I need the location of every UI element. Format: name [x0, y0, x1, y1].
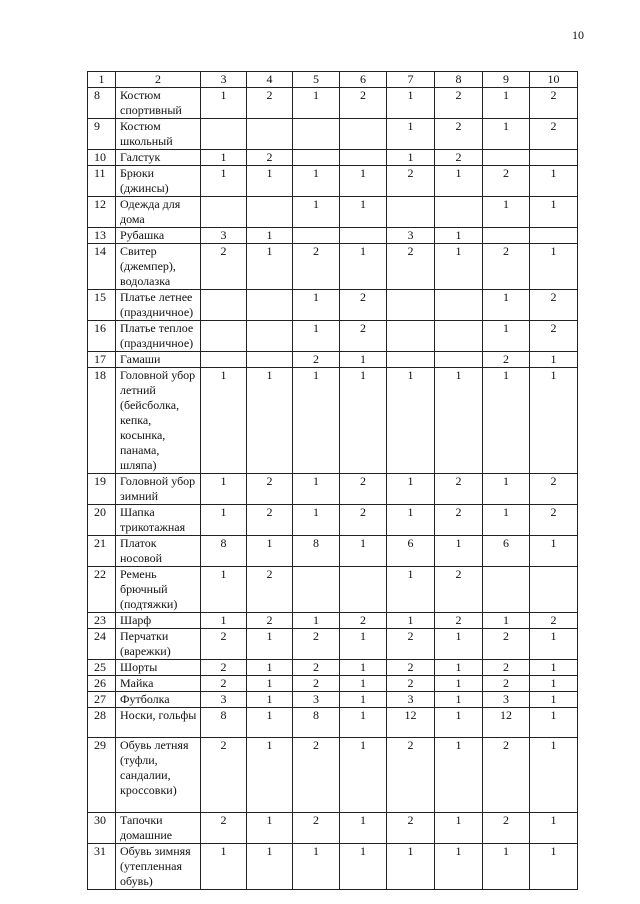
- value-cell: [293, 119, 340, 150]
- row-number: 16: [88, 321, 116, 352]
- row-number: 10: [88, 150, 116, 166]
- value-cell: 1: [293, 474, 340, 505]
- value-cell: 1: [247, 676, 293, 692]
- value-cell: [201, 197, 247, 228]
- value-cell: 1: [435, 738, 483, 813]
- value-cell: 12: [387, 708, 435, 738]
- value-cell: 1: [201, 474, 247, 505]
- header-cell: 10: [530, 72, 578, 88]
- value-cell: 2: [201, 676, 247, 692]
- value-cell: [247, 119, 293, 150]
- value-cell: 8: [201, 708, 247, 738]
- table-row: [88, 352, 578, 368]
- value-cell: 1: [201, 150, 247, 166]
- value-cell: [530, 150, 578, 166]
- value-cell: 1: [435, 166, 483, 197]
- value-cell: 1: [530, 708, 578, 738]
- value-cell: 1: [293, 321, 340, 352]
- value-cell: [340, 119, 387, 150]
- item-name: Носки, гольфы: [116, 708, 201, 738]
- value-cell: 1: [483, 505, 530, 536]
- value-cell: 2: [530, 505, 578, 536]
- table-row: [88, 536, 578, 567]
- value-cell: 6: [387, 536, 435, 567]
- value-cell: 2: [247, 505, 293, 536]
- value-cell: 1: [483, 844, 530, 890]
- value-cell: 1: [435, 692, 483, 708]
- value-cell: 3: [293, 692, 340, 708]
- value-cell: 1: [387, 150, 435, 166]
- value-cell: 1: [530, 352, 578, 368]
- value-cell: 2: [293, 813, 340, 844]
- value-cell: [340, 228, 387, 244]
- item-name: Ремень брючный (подтяжки): [116, 567, 201, 613]
- header-cell: 6: [340, 72, 387, 88]
- row-number: 19: [88, 474, 116, 505]
- value-cell: 1: [435, 676, 483, 692]
- value-cell: 1: [247, 228, 293, 244]
- value-cell: 1: [483, 474, 530, 505]
- row-number: 20: [88, 505, 116, 536]
- value-cell: [201, 352, 247, 368]
- value-cell: [247, 290, 293, 321]
- value-cell: [293, 567, 340, 613]
- table-row: [88, 228, 578, 244]
- value-cell: 1: [483, 368, 530, 474]
- value-cell: 1: [435, 536, 483, 567]
- value-cell: [530, 228, 578, 244]
- row-number: 14: [88, 244, 116, 290]
- value-cell: [435, 321, 483, 352]
- value-cell: 1: [387, 844, 435, 890]
- value-cell: 1: [530, 244, 578, 290]
- value-cell: 1: [340, 352, 387, 368]
- value-cell: 2: [483, 244, 530, 290]
- value-cell: [340, 567, 387, 613]
- value-cell: 1: [340, 676, 387, 692]
- value-cell: 2: [293, 676, 340, 692]
- table-row: [88, 660, 578, 676]
- value-cell: 2: [201, 813, 247, 844]
- value-cell: 1: [340, 197, 387, 228]
- value-cell: 1: [340, 629, 387, 660]
- item-name: Платье летнее (праздничное): [116, 290, 201, 321]
- value-cell: 3: [201, 692, 247, 708]
- row-number: 26: [88, 676, 116, 692]
- item-name: Футболка: [116, 692, 201, 708]
- value-cell: 2: [530, 613, 578, 629]
- table-row: [88, 197, 578, 228]
- table-row: [88, 119, 578, 150]
- value-cell: 1: [293, 88, 340, 119]
- value-cell: 1: [293, 368, 340, 474]
- value-cell: 1: [340, 244, 387, 290]
- item-name: Рубашка: [116, 228, 201, 244]
- value-cell: 1: [530, 197, 578, 228]
- header-cell: 4: [247, 72, 293, 88]
- value-cell: [483, 150, 530, 166]
- table-row: [88, 676, 578, 692]
- header-cell: 7: [387, 72, 435, 88]
- value-cell: 1: [340, 692, 387, 708]
- table-row: [88, 844, 578, 890]
- value-cell: 2: [387, 813, 435, 844]
- value-cell: 2: [435, 505, 483, 536]
- value-cell: 8: [293, 536, 340, 567]
- value-cell: 1: [293, 844, 340, 890]
- row-number: 21: [88, 536, 116, 567]
- value-cell: 2: [483, 166, 530, 197]
- row-number: 25: [88, 660, 116, 676]
- value-cell: 1: [247, 244, 293, 290]
- value-cell: 2: [483, 352, 530, 368]
- value-cell: 1: [340, 166, 387, 197]
- value-cell: 1: [247, 166, 293, 197]
- table-row: [88, 244, 578, 290]
- value-cell: 2: [483, 738, 530, 813]
- table-row: [88, 813, 578, 844]
- item-name: Галстук: [116, 150, 201, 166]
- row-number: 22: [88, 567, 116, 613]
- value-cell: 1: [435, 660, 483, 676]
- value-cell: 1: [483, 119, 530, 150]
- value-cell: [530, 567, 578, 613]
- value-cell: 1: [247, 368, 293, 474]
- value-cell: 1: [340, 813, 387, 844]
- item-name: Головной убор зимний: [116, 474, 201, 505]
- row-number: 23: [88, 613, 116, 629]
- value-cell: 1: [387, 119, 435, 150]
- value-cell: 1: [387, 613, 435, 629]
- row-number: 12: [88, 197, 116, 228]
- value-cell: 1: [293, 290, 340, 321]
- value-cell: [435, 197, 483, 228]
- value-cell: 1: [247, 813, 293, 844]
- value-cell: 1: [247, 738, 293, 813]
- value-cell: 2: [530, 290, 578, 321]
- value-cell: 2: [435, 613, 483, 629]
- row-number: 30: [88, 813, 116, 844]
- value-cell: 1: [530, 738, 578, 813]
- value-cell: [435, 352, 483, 368]
- value-cell: 1: [201, 844, 247, 890]
- header-cell: 1: [88, 72, 116, 88]
- item-name: Одежда для дома: [116, 197, 201, 228]
- value-cell: 1: [247, 536, 293, 567]
- value-cell: 2: [483, 629, 530, 660]
- value-cell: [340, 150, 387, 166]
- table-row: [88, 692, 578, 708]
- value-cell: 2: [293, 244, 340, 290]
- value-cell: 2: [530, 88, 578, 119]
- value-cell: 1: [293, 166, 340, 197]
- value-cell: 2: [340, 88, 387, 119]
- value-cell: 1: [530, 368, 578, 474]
- value-cell: [387, 352, 435, 368]
- value-cell: 2: [387, 738, 435, 813]
- value-cell: 2: [435, 119, 483, 150]
- value-cell: 2: [387, 166, 435, 197]
- value-cell: 1: [247, 660, 293, 676]
- value-cell: 1: [530, 813, 578, 844]
- value-cell: 1: [435, 708, 483, 738]
- value-cell: 1: [530, 536, 578, 567]
- value-cell: 1: [435, 844, 483, 890]
- value-cell: [483, 228, 530, 244]
- item-name: Брюки (джинсы): [116, 166, 201, 197]
- value-cell: 2: [201, 738, 247, 813]
- value-cell: [435, 290, 483, 321]
- value-cell: 2: [247, 613, 293, 629]
- clothing-norms-table: [87, 71, 578, 890]
- value-cell: 2: [387, 676, 435, 692]
- row-number: 11: [88, 166, 116, 197]
- value-cell: 3: [483, 692, 530, 708]
- value-cell: 1: [340, 660, 387, 676]
- table-row: [88, 166, 578, 197]
- item-name: Костюм спортивный: [116, 88, 201, 119]
- item-name: Шарф: [116, 613, 201, 629]
- table-row: [88, 321, 578, 352]
- value-cell: 1: [247, 708, 293, 738]
- table-row: [88, 613, 578, 629]
- value-cell: 1: [483, 321, 530, 352]
- row-number: 15: [88, 290, 116, 321]
- value-cell: 1: [530, 692, 578, 708]
- value-cell: 3: [387, 692, 435, 708]
- value-cell: 2: [483, 676, 530, 692]
- item-name: Майка: [116, 676, 201, 692]
- value-cell: [247, 352, 293, 368]
- value-cell: 8: [201, 536, 247, 567]
- value-cell: 1: [293, 505, 340, 536]
- table-header-row: [88, 72, 578, 88]
- value-cell: 1: [387, 474, 435, 505]
- value-cell: 2: [387, 244, 435, 290]
- row-number: 17: [88, 352, 116, 368]
- value-cell: 1: [530, 844, 578, 890]
- value-cell: 1: [387, 505, 435, 536]
- value-cell: 2: [293, 629, 340, 660]
- value-cell: 1: [435, 244, 483, 290]
- header-cell: 5: [293, 72, 340, 88]
- item-name: Тапочки домашние: [116, 813, 201, 844]
- row-number: 31: [88, 844, 116, 890]
- value-cell: [247, 197, 293, 228]
- value-cell: 1: [530, 629, 578, 660]
- value-cell: 2: [340, 474, 387, 505]
- item-name: Платье теплое (праздничное): [116, 321, 201, 352]
- value-cell: [201, 321, 247, 352]
- value-cell: 2: [483, 813, 530, 844]
- value-cell: 2: [293, 352, 340, 368]
- value-cell: 2: [435, 474, 483, 505]
- value-cell: 1: [201, 613, 247, 629]
- item-name: Обувь зимняя (утепленная обувь): [116, 844, 201, 890]
- value-cell: 2: [340, 290, 387, 321]
- value-cell: 1: [293, 613, 340, 629]
- table-row: [88, 505, 578, 536]
- value-cell: 2: [435, 567, 483, 613]
- value-cell: 1: [387, 88, 435, 119]
- value-cell: [201, 290, 247, 321]
- value-cell: 1: [387, 567, 435, 613]
- value-cell: 2: [530, 119, 578, 150]
- value-cell: 1: [530, 676, 578, 692]
- value-cell: [201, 119, 247, 150]
- value-cell: 2: [293, 738, 340, 813]
- header-cell: 9: [483, 72, 530, 88]
- header-cell: 2: [116, 72, 201, 88]
- item-name: Гамаши: [116, 352, 201, 368]
- value-cell: [387, 321, 435, 352]
- table-row: [88, 738, 578, 813]
- value-cell: 2: [201, 629, 247, 660]
- item-name: Шапка трикотажная: [116, 505, 201, 536]
- table-row: [88, 629, 578, 660]
- row-number: 24: [88, 629, 116, 660]
- value-cell: 1: [435, 813, 483, 844]
- row-number: 18: [88, 368, 116, 474]
- row-number: 28: [88, 708, 116, 738]
- value-cell: 2: [435, 88, 483, 119]
- page-number: 10: [572, 28, 584, 42]
- row-number: 29: [88, 738, 116, 813]
- value-cell: 1: [435, 368, 483, 474]
- value-cell: 1: [483, 88, 530, 119]
- value-cell: 1: [247, 629, 293, 660]
- value-cell: 1: [340, 536, 387, 567]
- value-cell: 2: [247, 150, 293, 166]
- value-cell: [293, 150, 340, 166]
- header-cell: 3: [201, 72, 247, 88]
- table-row: [88, 368, 578, 474]
- value-cell: 8: [293, 708, 340, 738]
- value-cell: 1: [483, 197, 530, 228]
- row-number: 9: [88, 119, 116, 150]
- value-cell: 1: [201, 368, 247, 474]
- value-cell: 1: [530, 660, 578, 676]
- table-row: [88, 567, 578, 613]
- value-cell: 1: [247, 844, 293, 890]
- item-name: Костюм школьный: [116, 119, 201, 150]
- value-cell: 1: [201, 166, 247, 197]
- value-cell: 1: [340, 708, 387, 738]
- value-cell: [483, 567, 530, 613]
- value-cell: 3: [201, 228, 247, 244]
- value-cell: 6: [483, 536, 530, 567]
- item-name: Головной убор летний (бейсболка, кепка, косынка, панама, шляпа): [116, 368, 201, 474]
- item-name: Свитер (джемпер), водолазка: [116, 244, 201, 290]
- value-cell: 2: [340, 505, 387, 536]
- row-number: 8: [88, 88, 116, 119]
- value-cell: 2: [201, 660, 247, 676]
- value-cell: 2: [530, 321, 578, 352]
- value-cell: 2: [340, 613, 387, 629]
- row-number: 27: [88, 692, 116, 708]
- value-cell: 2: [247, 474, 293, 505]
- value-cell: 1: [435, 629, 483, 660]
- table-body: [88, 72, 578, 890]
- item-name: Обувь летняя (туфли, сандалии, кроссовки): [116, 738, 201, 813]
- value-cell: 3: [387, 228, 435, 244]
- value-cell: 1: [340, 844, 387, 890]
- value-cell: 1: [435, 228, 483, 244]
- table-row: [88, 290, 578, 321]
- header-cell: 8: [435, 72, 483, 88]
- value-cell: [293, 228, 340, 244]
- value-cell: 2: [387, 660, 435, 676]
- value-cell: 1: [293, 197, 340, 228]
- value-cell: 2: [247, 88, 293, 119]
- value-cell: 2: [247, 567, 293, 613]
- value-cell: 2: [530, 474, 578, 505]
- value-cell: 1: [340, 738, 387, 813]
- table-row: [88, 88, 578, 119]
- value-cell: 1: [483, 613, 530, 629]
- table-row: [88, 708, 578, 738]
- value-cell: 2: [387, 629, 435, 660]
- value-cell: 2: [340, 321, 387, 352]
- value-cell: 1: [201, 505, 247, 536]
- value-cell: 2: [435, 150, 483, 166]
- value-cell: [387, 290, 435, 321]
- item-name: Перчатки (варежки): [116, 629, 201, 660]
- value-cell: 1: [530, 166, 578, 197]
- value-cell: [387, 197, 435, 228]
- value-cell: 2: [201, 244, 247, 290]
- table-row: [88, 474, 578, 505]
- item-name: Платок носовой: [116, 536, 201, 567]
- value-cell: 12: [483, 708, 530, 738]
- item-name: Шорты: [116, 660, 201, 676]
- value-cell: 1: [247, 692, 293, 708]
- value-cell: 1: [201, 88, 247, 119]
- table-row: [88, 150, 578, 166]
- value-cell: 2: [293, 660, 340, 676]
- value-cell: 1: [340, 368, 387, 474]
- value-cell: 1: [387, 368, 435, 474]
- value-cell: 1: [201, 567, 247, 613]
- value-cell: 2: [483, 660, 530, 676]
- row-number: 13: [88, 228, 116, 244]
- value-cell: [247, 321, 293, 352]
- value-cell: 1: [483, 290, 530, 321]
